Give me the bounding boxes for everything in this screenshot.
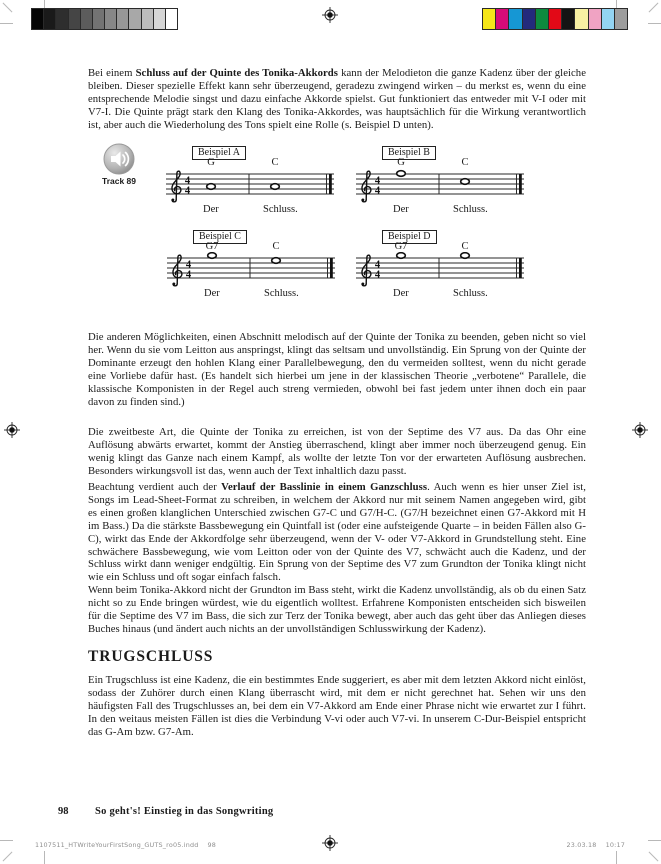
svg-text:4: 4 [185,259,192,271]
chord-symbol: G7 [205,241,219,252]
calibration-patch [55,9,67,29]
speaker-icon [103,143,135,175]
grayscale-calibration-bar [31,8,178,30]
paragraph-second-best: Die zweitbeste Art, die Quinte der Tonika zu erreichen, ist von der Septime des V7 aus. Da das Ohr eine Auflösung abwärts erwartet, kommt der Anstieg überraschend, klingt aber immer noch überzeugend genug. Ein wenig klingt das Ganze nach einem Kampf, als wollte der letzte Ton vor der erwarteten Auflösung ausbrechen. Besonders wirkungsvoll ist das, wenn auch der Text inhaltlich dazu passt. [88,426,586,477]
book-title: So geht's! Einstieg in das Songwriting [95,806,274,817]
chord-symbol: C [461,157,469,168]
print-slug-right [567,841,625,849]
svg-text:4: 4 [374,259,381,271]
chord-symbol: C [461,241,469,252]
calibration-patch [548,9,561,29]
slug-time: 10:17 [605,841,625,849]
chord-symbol: G7 [394,241,408,252]
lyric: Der [203,204,219,215]
lyric: Schluss. [453,204,488,215]
music-example-a [165,146,335,222]
chord-symbol: C [272,241,280,252]
calibration-patch [43,9,55,29]
track-number-label: Track 89 [101,176,137,186]
registration-mark-icon [322,835,338,851]
lyric: Schluss. [264,288,299,299]
calibration-patch [68,9,80,29]
calibration-patch [614,9,627,29]
registration-mark-icon [4,422,20,438]
slug-page: 98 [207,841,217,849]
crop-mark [44,851,45,864]
crop-mark [3,3,13,13]
svg-text:4: 4 [184,175,191,187]
example-label: Beispiel C [193,230,247,244]
calibration-patch [128,9,140,29]
chord-symbol: G [207,157,215,168]
music-staff [166,252,336,288]
svg-text:4: 4 [374,185,381,197]
calibration-patch [561,9,574,29]
registration-mark-icon [322,7,338,23]
calibration-patch [508,9,521,29]
crop-mark [648,23,661,24]
chord-symbol: C [271,157,279,168]
calibration-patch [483,9,495,29]
crop-mark [649,3,659,13]
svg-text:4: 4 [374,269,381,281]
print-slug-left [35,841,216,849]
color-calibration-bar [482,8,628,30]
svg-text:4: 4 [185,269,192,281]
calibration-patch [165,9,177,29]
lyric: Der [393,288,409,299]
crop-mark [616,851,617,864]
crop-mark [3,852,13,862]
svg-text:4: 4 [374,175,381,187]
lyric: Der [204,288,220,299]
paragraph-tonika-bass: Wenn beim Tonika-Akkord nicht der Grundton im Bass steht, wirkt die Kadenz unvollständig, als ob du einen Satz nicht so zu Ende bringen würdest, wie du eigentlich wolltest. Erfahrene Komponisten entscheiden sich bisweilen für die Septime des V7 im Bass, die sich zur Terz der Tonika bewegt, aber auch das geht über das Anliegen dieses Buches hinaus (und ändert auch nichts an der unvollständigen Schlusswirkung der Kadenz). [88,584,586,635]
calibration-patch [574,9,587,29]
music-example-c [166,230,336,306]
calibration-patch [32,9,43,29]
calibration-patch [92,9,104,29]
chord-symbol: G [397,157,405,168]
paragraph-bassline: Beachtung verdient auch der Verlauf der Basslinie in einem Ganzschluss. Auch wenn es hier unser Ziel ist, Songs im Lead-Sheet-Format zu schreiben, in welchem der Akkord nur mit seinem Namen angegeben wird, gibt es einen großen klanglichen Unterschied zwischen G7-C und G7/H-C. (G7/H bezeichnet einen G7-Akkord mit H im Bass.) Da die stärkste Bassbewegung ein Quintfall ist (oder eine aufsteigende Quarte – in beiden Fällen also G-C), wirkt das Ende der Akkordfolge sehr überzeugend, wenn der V- oder V7-Akkord in Grundstellung steht. Eine schwächere Bassbewegung, wie vom Leitton oder von der Quinte des V7, schwächt auch die Kadenz, und der Schluss wirkt dann weniger endgültig. Ein Sprung von der Septime des V7 zum Grundton der Tonika klingt nicht wie ein Schluss und oft sogar einfach falsch. [88,481,586,584]
section-heading-trugschluss: TRUGSCHLUSS [88,648,214,665]
svg-text:4: 4 [184,185,191,197]
paragraph-intro: Bei einem Schluss auf der Quinte des Tonika-Akkords kann der Melodieton die ganze Kadenz über der gleiche bleiben. Dieser spezielle Effekt kann sehr überzeugend, geradezu zwingend wirken – du merkst es, wenn du eine entsprechende Melodie singst und dazu einfache Akkorde spielst. Gut funktioniert das entweder mit V-I oder mit V7-I. Die Quinte prägt stark den Klang des Tonika-Akkordes, was hauptsächlich für die Wirkung verantwortlich ist, aber auch die Wiederholung des Tons spielt eine Rolle (s. Beispiel D unten). [88,67,586,131]
music-example-b [355,146,525,222]
calibration-patch [535,9,548,29]
slug-date: 23.03.18 [566,841,597,849]
page-number: 98 [58,806,69,817]
calibration-patch [153,9,165,29]
music-staff [355,168,525,204]
crop-mark [648,840,661,841]
calibration-patch [80,9,92,29]
registration-mark-icon [632,422,648,438]
example-label: Beispiel B [382,146,436,160]
music-staff [355,252,525,288]
example-label: Beispiel A [192,146,246,160]
lyric: Schluss. [263,204,298,215]
paragraph-trugschluss: Ein Trugschluss ist eine Kadenz, die ein bestimmtes Ende suggeriert, es aber mit dem letzten Akkord nicht einlöst, sodass der Zuhörer durch einen Klang überrascht wird, mit dem er nicht gerechnet hat. Sehen wir uns den häufigsten Fall des Trugschlusses an, bei dem ein V7-Akkord am Ende einer Phrase nicht wie erwartet zur I führt. In den weitaus meisten Fällen ist dies die Verbindung V-vi oder auch V7-vi. In unserem C-Dur-Beispiel entspricht das G-Am bzw. G7-Am. [88,674,586,738]
crop-mark [0,840,13,841]
lyric: Der [393,204,409,215]
calibration-patch [104,9,116,29]
calibration-patch [141,9,153,29]
calibration-patch [522,9,535,29]
example-label: Beispiel D [382,230,437,244]
calibration-patch [116,9,128,29]
slug-filename: 1107511_HTWriteYourFirstSong_GUTS_ro05.indd [35,841,199,849]
calibration-patch [588,9,601,29]
paragraph-other-options: Die anderen Möglichkeiten, einen Abschnitt melodisch auf der Quinte der Tonika zu beenden, geben nicht so viel her. Wenn du sie vom Leitton aus anspringst, klingt das seltsam und unvollständig. Ein Sprung von der Quinte der Dominante erzeugt den hohlen Klang einer Parallelbewegung, den du vermeiden solltest, wenn du nicht gerade eine Vorliebe dafür hast. (Es handelt sich hierbei um jene in der klassischen Theorie „verbotene“ Parallele, die klassische Komponisten in der Regel auch streng vermieden, obwohl bei fast jedem unter ihnen doch ein paar davon zu finden sind.) [88,331,586,408]
calibration-patch [601,9,614,29]
crop-mark [649,852,659,862]
music-staff [165,168,335,204]
music-example-d [355,230,525,306]
lyric: Schluss. [453,288,488,299]
crop-mark [0,23,13,24]
calibration-patch [495,9,508,29]
